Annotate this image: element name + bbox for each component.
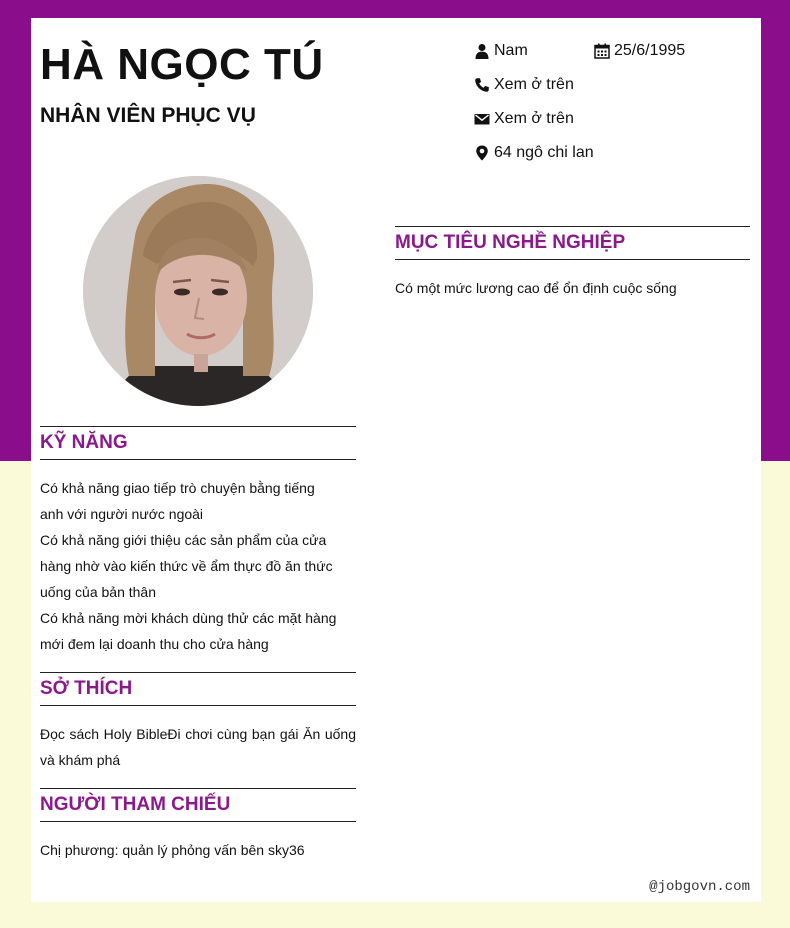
phone-value: Xem ở trên (494, 76, 574, 93)
gender-value: Nam (494, 42, 528, 59)
candidate-name: HÀ NGỌC TÚ (40, 40, 324, 89)
birthday-row (594, 42, 685, 60)
address-row (474, 144, 594, 162)
gender-row (474, 42, 528, 60)
skills-list (40, 475, 340, 657)
skills-heading: KỸ NĂNG (40, 426, 356, 460)
email-row (474, 110, 574, 128)
cv-sheet (31, 18, 761, 902)
calendar-icon (594, 43, 610, 59)
profile-photo-illustration (83, 176, 313, 406)
envelope-icon (474, 111, 490, 127)
phone-icon (474, 77, 490, 93)
address-value: 64 ngô chi lan (494, 144, 594, 161)
person-icon (474, 43, 490, 59)
email-value: Xem ở trên (494, 110, 574, 127)
objective-text (395, 275, 750, 301)
references-content: Chị phương: quản lý phỏng vấn bên sky36 (40, 842, 305, 858)
skill-item: Có khả năng giao tiếp trò chuyện bằng tiếng anh với người nước ngoài (40, 480, 315, 522)
birthday-value: 25/6/1995 (614, 42, 686, 59)
hobbies-text (40, 721, 356, 773)
watermark: @jobgovn.com (649, 879, 750, 895)
objective-heading: MỤC TIÊU NGHỀ NGHIỆP (395, 226, 750, 260)
job-title: NHÂN VIÊN PHỤC VỤ (40, 104, 256, 127)
profile-photo (83, 176, 313, 406)
hobbies-content: Đọc sách Holy BibleĐi chơi cùng bạn gái Ăn uống và khám phá (40, 726, 356, 768)
references-text (40, 837, 356, 863)
objective-content: Có một mức lương cao để ổn định cuộc sống (395, 280, 677, 296)
skill-item: Có khả năng giới thiệu các sản phẩm của cửa hàng nhờ vào kiến thức về ẩm thực đồ ăn thức uống của bản thân (40, 532, 333, 600)
phone-row (474, 76, 574, 94)
skill-item: Có khả năng mời khách dùng thử các mặt hàng mới đem lại doanh thu cho cửa hàng (40, 610, 337, 652)
references-heading: NGƯỜI THAM CHIẾU (40, 788, 356, 822)
location-pin-icon (474, 145, 490, 161)
hobbies-heading: SỞ THÍCH (40, 672, 356, 706)
